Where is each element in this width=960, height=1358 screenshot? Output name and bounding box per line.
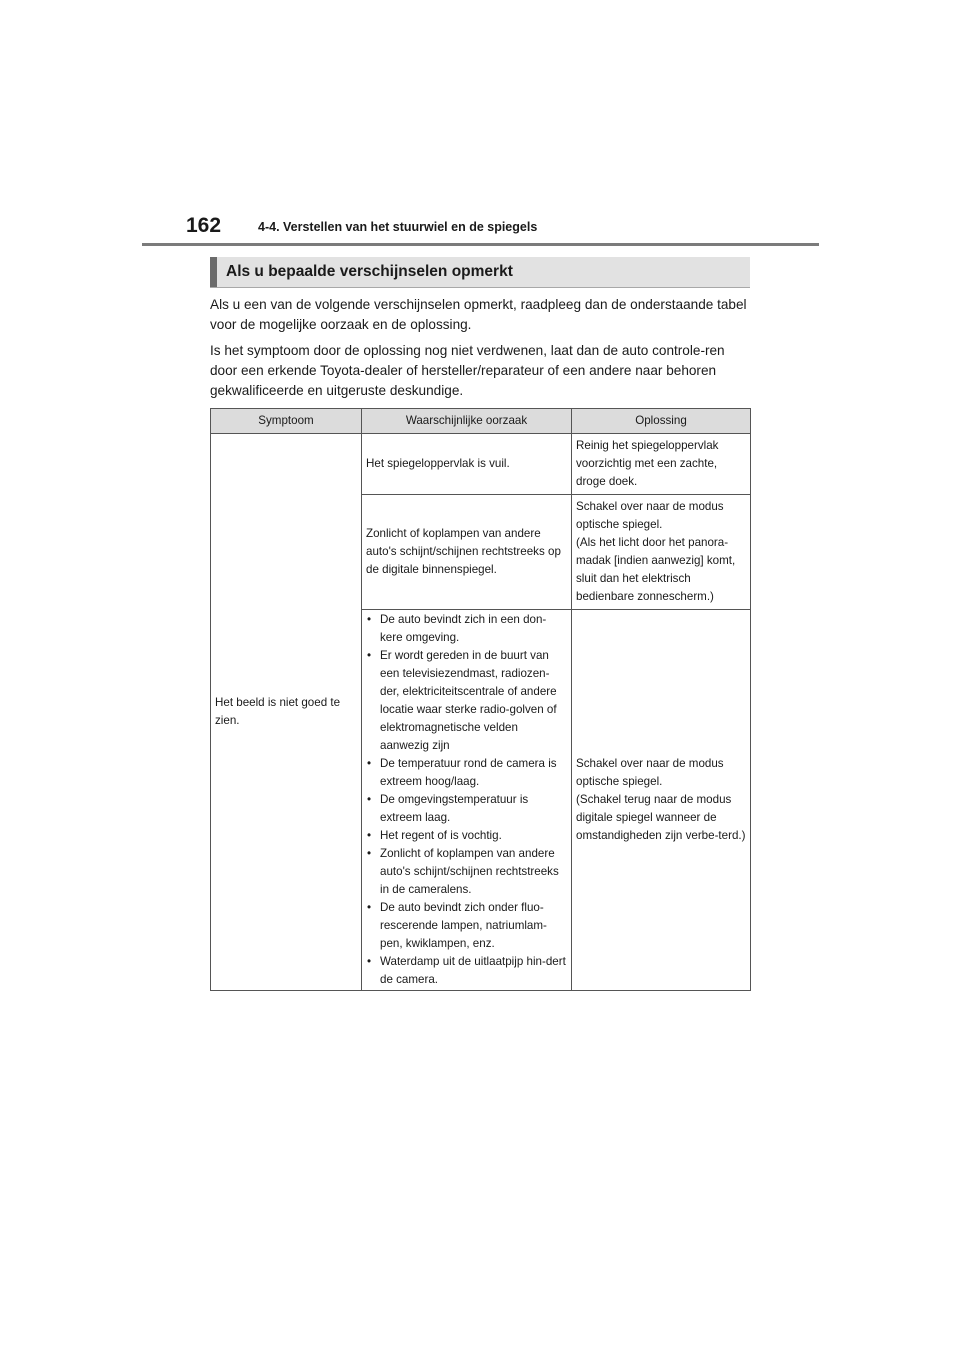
symptom-table	[210, 408, 751, 991]
table-row	[211, 434, 751, 495]
header-solution: Oplossing	[572, 409, 751, 434]
table-header-row	[211, 409, 751, 434]
list-item: • De temperatuur rond de camera is extreem hoog/laag.	[366, 755, 567, 791]
cause-cell: Het spiegeloppervlak is vuil.	[362, 434, 572, 495]
cause-list	[366, 611, 567, 989]
section-title: Als u bepaalde verschijnselen opmerkt	[226, 263, 513, 280]
cause-cell: Zonlicht of koplampen van andere auto's schijnt/schijnen rechtstreeks op de digitale binnenspiegel.	[362, 495, 572, 610]
header-cause: Waarschijnlijke oorzaak	[362, 409, 572, 434]
intro-paragraph-1: Als u een van de volgende verschijnselen opmerkt, raadpleeg dan de onderstaande tabel voor de mogelijke oorzaak en de oplossing.	[210, 297, 747, 332]
solution-line: Schakel over naar de modus optische spiegel.	[576, 500, 724, 531]
list-item: • Het regent of is vochtig.	[366, 827, 567, 845]
list-item: • Er wordt gereden in de buurt van een televisiezendmast, radiozen-der, elektriciteitscentrale of andere locatie waar sterke radio-golven of elektromagnetische velden aanwezig zijn	[366, 647, 567, 755]
solution-line: (Schakel terug naar de modus digitale spiegel wanneer de omstandigheden zijn verbe-terd.)	[576, 793, 746, 842]
heading-accent-bar	[210, 257, 217, 287]
list-item: • De omgevingstemperatuur is extreem laag.	[366, 791, 567, 827]
section-path: 4-4. Verstellen van het stuurwiel en de spiegels	[258, 220, 538, 234]
list-item: • Waterdamp uit de uitlaatpijp hin-dert de camera.	[366, 953, 567, 989]
solution-line: Schakel over naar de modus optische spiegel.	[576, 757, 724, 788]
list-item: • De auto bevindt zich onder fluo-rescerende lampen, natriumlam-pen, kwiklampen, enz.	[366, 899, 567, 953]
solution-cell	[572, 495, 751, 610]
header-rule	[142, 243, 819, 246]
solution-cell	[572, 610, 751, 991]
list-item: • Zonlicht of koplampen van andere auto's schijnt/schijnen rechtstreeks in de cameralens.	[366, 845, 567, 899]
page-number: 162	[186, 214, 222, 237]
solution-cell: Reinig het spiegeloppervlak voorzichtig met een zachte, droge doek.	[572, 434, 751, 495]
intro-paragraph-2: Is het symptoom door de oplossing nog niet verdwenen, laat dan de auto controle-ren door een erkende Toyota-dealer of hersteller/reparateur of een andere naar behoren gekwalificeerde en uitgeruste deskundige.	[210, 343, 725, 398]
section-heading	[210, 257, 750, 288]
solution-line: (Als het licht door het panora-madak [indien aanwezig] komt, sluit dan het elektrisch bedienbare zonnescherm.)	[576, 536, 736, 603]
cause-cell	[362, 610, 572, 991]
list-item: • De auto bevindt zich in een don-kere omgeving.	[366, 611, 567, 647]
symptom-cell: Het beeld is niet goed te zien.	[211, 434, 362, 991]
header-symptom: Symptoom	[211, 409, 362, 434]
